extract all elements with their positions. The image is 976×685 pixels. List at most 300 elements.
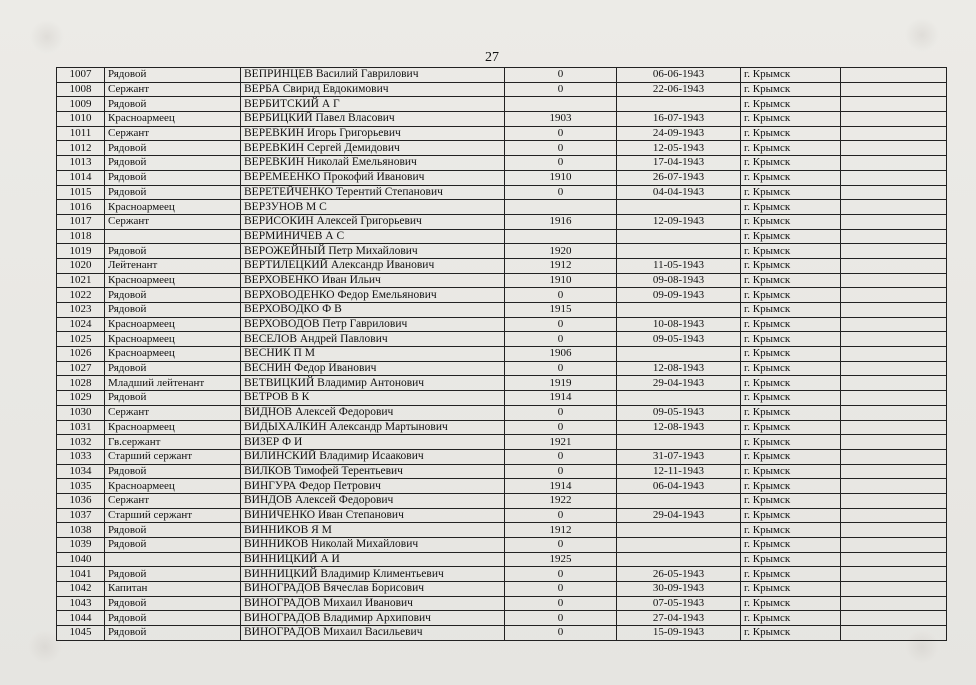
birth-year-cell: 0 (505, 82, 617, 97)
burial-place-cell: г. Крымск (741, 464, 841, 479)
rank-cell: Рядовой (105, 361, 241, 376)
full-name-cell: ВИННИКОВ Я М (241, 523, 505, 538)
rank-cell: Рядовой (105, 185, 241, 200)
death-date-cell: 12-08-1943 (617, 361, 741, 376)
rank-cell: Младший лейтенант (105, 376, 241, 391)
death-date-cell: 07-05-1943 (617, 596, 741, 611)
burial-place-cell: г. Крымск (741, 317, 841, 332)
table-row (57, 347, 947, 362)
table-row (57, 582, 947, 597)
faint-stamp-mark (905, 18, 939, 52)
rank-cell: Старший сержант (105, 449, 241, 464)
birth-year-cell: 1915 (505, 303, 617, 318)
full-name-cell: ВЕРОЖЕЙНЫЙ Петр Михайлович (241, 244, 505, 259)
table-row (57, 596, 947, 611)
table-row (57, 449, 947, 464)
death-date-cell: 17-04-1943 (617, 156, 741, 171)
rank-cell: Рядовой (105, 523, 241, 538)
death-date-cell (617, 347, 741, 362)
table-row (57, 156, 947, 171)
death-date-cell: 12-05-1943 (617, 141, 741, 156)
empty-notes-cell (841, 626, 947, 641)
empty-notes-cell (841, 508, 947, 523)
birth-year-cell (505, 97, 617, 112)
full-name-cell: ВЕТРОВ В К (241, 391, 505, 406)
empty-notes-cell (841, 361, 947, 376)
death-date-cell: 30-09-1943 (617, 582, 741, 597)
record-number-cell: 1023 (57, 303, 105, 318)
empty-notes-cell (841, 538, 947, 553)
death-date-cell: 24-09-1943 (617, 126, 741, 141)
full-name-cell: ВИНОГРАДОВ Владимир Архипович (241, 611, 505, 626)
birth-year-cell: 0 (505, 596, 617, 611)
full-name-cell: ВЕРБИЦКИЙ Павел Власович (241, 112, 505, 127)
table-row (57, 97, 947, 112)
table-row (57, 464, 947, 479)
birth-year-cell: 0 (505, 611, 617, 626)
record-number-cell: 1021 (57, 273, 105, 288)
birth-year-cell: 1925 (505, 552, 617, 567)
full-name-cell: ВИНОГРАДОВ Михаил Васильевич (241, 626, 505, 641)
death-date-cell: 09-09-1943 (617, 288, 741, 303)
record-number-cell: 1012 (57, 141, 105, 156)
rank-cell (105, 229, 241, 244)
record-number-cell: 1016 (57, 200, 105, 215)
death-date-cell (617, 303, 741, 318)
page-number: 27 (485, 50, 499, 65)
table-row (57, 391, 947, 406)
empty-notes-cell (841, 82, 947, 97)
rank-cell: Сержант (105, 405, 241, 420)
record-number-cell: 1010 (57, 112, 105, 127)
full-name-cell: ВЕПРИНЦЕВ Василий Гаврилович (241, 68, 505, 83)
burial-place-cell: г. Крымск (741, 361, 841, 376)
death-date-cell: 12-09-1943 (617, 214, 741, 229)
burial-place-cell: г. Крымск (741, 449, 841, 464)
birth-year-cell: 0 (505, 332, 617, 347)
rank-cell: Рядовой (105, 244, 241, 259)
birth-year-cell: 1922 (505, 493, 617, 508)
full-name-cell: ВИНГУРА Федор Петрович (241, 479, 505, 494)
full-name-cell: ВЕРХОВОДКО Ф В (241, 303, 505, 318)
birth-year-cell: 0 (505, 317, 617, 332)
burial-place-cell: г. Крымск (741, 376, 841, 391)
record-number-cell: 1025 (57, 332, 105, 347)
death-date-cell: 12-11-1943 (617, 464, 741, 479)
empty-notes-cell (841, 214, 947, 229)
empty-notes-cell (841, 170, 947, 185)
table-row (57, 68, 947, 83)
record-number-cell: 1035 (57, 479, 105, 494)
full-name-cell: ВИННИЦКИЙ Владимир Климентьевич (241, 567, 505, 582)
record-number-cell: 1040 (57, 552, 105, 567)
rank-cell: Рядовой (105, 288, 241, 303)
empty-notes-cell (841, 229, 947, 244)
full-name-cell: ВЕРХОВОДЕНКО Федор Емельянович (241, 288, 505, 303)
burial-place-cell: г. Крымск (741, 538, 841, 553)
table-row (57, 126, 947, 141)
records-table (56, 67, 947, 641)
table-row (57, 273, 947, 288)
record-number-cell: 1022 (57, 288, 105, 303)
record-number-cell: 1042 (57, 582, 105, 597)
burial-place-cell: г. Крымск (741, 170, 841, 185)
burial-place-cell: г. Крымск (741, 68, 841, 83)
table-row (57, 611, 947, 626)
full-name-cell: ВЕСНИН Федор Иванович (241, 361, 505, 376)
empty-notes-cell (841, 273, 947, 288)
burial-place-cell: г. Крымск (741, 229, 841, 244)
record-number-cell: 1014 (57, 170, 105, 185)
death-date-cell: 29-04-1943 (617, 376, 741, 391)
empty-notes-cell (841, 611, 947, 626)
burial-place-cell: г. Крымск (741, 611, 841, 626)
rank-cell: Старший сержант (105, 508, 241, 523)
birth-year-cell: 1912 (505, 523, 617, 538)
rank-cell: Лейтенант (105, 258, 241, 273)
death-date-cell: 16-07-1943 (617, 112, 741, 127)
rank-cell: Рядовой (105, 141, 241, 156)
burial-place-cell: г. Крымск (741, 567, 841, 582)
table-row (57, 112, 947, 127)
rank-cell: Рядовой (105, 464, 241, 479)
empty-notes-cell (841, 405, 947, 420)
table-row (57, 288, 947, 303)
empty-notes-cell (841, 552, 947, 567)
rank-cell: Красноармеец (105, 332, 241, 347)
full-name-cell: ВИННИЦКИЙ А И (241, 552, 505, 567)
burial-place-cell: г. Крымск (741, 523, 841, 538)
birth-year-cell: 1916 (505, 214, 617, 229)
record-number-cell: 1038 (57, 523, 105, 538)
burial-place-cell: г. Крымск (741, 288, 841, 303)
empty-notes-cell (841, 200, 947, 215)
table-row (57, 479, 947, 494)
rank-cell: Гв.сержант (105, 435, 241, 450)
empty-notes-cell (841, 112, 947, 127)
table-row (57, 552, 947, 567)
birth-year-cell: 0 (505, 582, 617, 597)
empty-notes-cell (841, 185, 947, 200)
death-date-cell (617, 493, 741, 508)
empty-notes-cell (841, 141, 947, 156)
table-row (57, 170, 947, 185)
table-row (57, 567, 947, 582)
death-date-cell: 29-04-1943 (617, 508, 741, 523)
table-row (57, 303, 947, 318)
birth-year-cell: 0 (505, 405, 617, 420)
rank-cell: Рядовой (105, 596, 241, 611)
empty-notes-cell (841, 258, 947, 273)
empty-notes-cell (841, 493, 947, 508)
birth-year-cell: 0 (505, 508, 617, 523)
death-date-cell: 06-06-1943 (617, 68, 741, 83)
record-number-cell: 1031 (57, 420, 105, 435)
burial-place-cell: г. Крымск (741, 596, 841, 611)
rank-cell: Рядовой (105, 170, 241, 185)
death-date-cell: 06-04-1943 (617, 479, 741, 494)
full-name-cell: ВЕРЕМЕЕНКО Прокофий Иванович (241, 170, 505, 185)
record-number-cell: 1044 (57, 611, 105, 626)
table-row (57, 317, 947, 332)
full-name-cell: ВЕСЕЛОВ Андрей Павлович (241, 332, 505, 347)
table-row (57, 493, 947, 508)
table-row (57, 361, 947, 376)
burial-place-cell: г. Крымск (741, 200, 841, 215)
record-number-cell: 1015 (57, 185, 105, 200)
death-date-cell: 10-08-1943 (617, 317, 741, 332)
table-row (57, 435, 947, 450)
burial-place-cell: г. Крымск (741, 405, 841, 420)
full-name-cell: ВИДНОВ Алексей Федорович (241, 405, 505, 420)
death-date-cell (617, 244, 741, 259)
burial-place-cell: г. Крымск (741, 582, 841, 597)
rank-cell: Капитан (105, 582, 241, 597)
empty-notes-cell (841, 288, 947, 303)
record-number-cell: 1034 (57, 464, 105, 479)
full-name-cell: ВИНОГРАДОВ Михаил Иванович (241, 596, 505, 611)
rank-cell: Рядовой (105, 97, 241, 112)
rank-cell: Сержант (105, 126, 241, 141)
death-date-cell (617, 523, 741, 538)
table-row (57, 376, 947, 391)
burial-place-cell: г. Крымск (741, 391, 841, 406)
burial-place-cell: г. Крымск (741, 97, 841, 112)
birth-year-cell (505, 200, 617, 215)
burial-place-cell: г. Крымск (741, 141, 841, 156)
table-row (57, 141, 947, 156)
burial-place-cell: г. Крымск (741, 493, 841, 508)
record-number-cell: 1013 (57, 156, 105, 171)
table-row (57, 82, 947, 97)
record-number-cell: 1017 (57, 214, 105, 229)
empty-notes-cell (841, 303, 947, 318)
rank-cell: Сержант (105, 214, 241, 229)
burial-place-cell: г. Крымск (741, 303, 841, 318)
empty-notes-cell (841, 97, 947, 112)
birth-year-cell: 0 (505, 288, 617, 303)
empty-notes-cell (841, 317, 947, 332)
rank-cell: Рядовой (105, 156, 241, 171)
empty-notes-cell (841, 420, 947, 435)
burial-place-cell: г. Крымск (741, 112, 841, 127)
empty-notes-cell (841, 391, 947, 406)
burial-place-cell: г. Крымск (741, 626, 841, 641)
record-number-cell: 1039 (57, 538, 105, 553)
table-row (57, 244, 947, 259)
birth-year-cell: 0 (505, 141, 617, 156)
table-row (57, 523, 947, 538)
full-name-cell: ВЕРЗУНОВ М С (241, 200, 505, 215)
full-name-cell: ВИНИЧЕНКО Иван Степанович (241, 508, 505, 523)
record-number-cell: 1029 (57, 391, 105, 406)
birth-year-cell: 0 (505, 449, 617, 464)
empty-notes-cell (841, 68, 947, 83)
table-row (57, 214, 947, 229)
rank-cell: Рядовой (105, 68, 241, 83)
birth-year-cell: 1921 (505, 435, 617, 450)
birth-year-cell: 0 (505, 538, 617, 553)
empty-notes-cell (841, 376, 947, 391)
death-date-cell: 26-07-1943 (617, 170, 741, 185)
rank-cell: Красноармеец (105, 112, 241, 127)
empty-notes-cell (841, 582, 947, 597)
record-number-cell: 1024 (57, 317, 105, 332)
full-name-cell: ВЕРЕВКИН Сергей Демидович (241, 141, 505, 156)
death-date-cell: 26-05-1943 (617, 567, 741, 582)
death-date-cell: 27-04-1943 (617, 611, 741, 626)
rank-cell: Рядовой (105, 538, 241, 553)
burial-place-cell: г. Крымск (741, 347, 841, 362)
burial-place-cell: г. Крымск (741, 185, 841, 200)
birth-year-cell: 0 (505, 464, 617, 479)
burial-place-cell: г. Крымск (741, 126, 841, 141)
record-number-cell: 1018 (57, 229, 105, 244)
table-row (57, 229, 947, 244)
record-number-cell: 1007 (57, 68, 105, 83)
rank-cell: Красноармеец (105, 347, 241, 362)
death-date-cell: 12-08-1943 (617, 420, 741, 435)
rank-cell: Рядовой (105, 303, 241, 318)
death-date-cell: 09-05-1943 (617, 405, 741, 420)
birth-year-cell: 0 (505, 626, 617, 641)
full-name-cell: ВИЗЕР Ф И (241, 435, 505, 450)
record-number-cell: 1026 (57, 347, 105, 362)
birth-year-cell: 0 (505, 156, 617, 171)
death-date-cell: 11-05-1943 (617, 258, 741, 273)
full-name-cell: ВЕРЕВКИН Игорь Григорьевич (241, 126, 505, 141)
empty-notes-cell (841, 435, 947, 450)
table-row (57, 626, 947, 641)
table-row (57, 200, 947, 215)
empty-notes-cell (841, 449, 947, 464)
record-number-cell: 1030 (57, 405, 105, 420)
table-row (57, 185, 947, 200)
full-name-cell: ВЕРЕВКИН Николай Емельянович (241, 156, 505, 171)
table-row (57, 332, 947, 347)
empty-notes-cell (841, 332, 947, 347)
table-row (57, 508, 947, 523)
full-name-cell: ВИННИКОВ Николай Михайлович (241, 538, 505, 553)
death-date-cell (617, 97, 741, 112)
rank-cell: Красноармеец (105, 200, 241, 215)
record-number-cell: 1036 (57, 493, 105, 508)
empty-notes-cell (841, 567, 947, 582)
record-number-cell: 1037 (57, 508, 105, 523)
record-number-cell: 1043 (57, 596, 105, 611)
full-name-cell: ВЕРХОВОДОВ Петр Гаврилович (241, 317, 505, 332)
death-date-cell: 04-04-1943 (617, 185, 741, 200)
burial-place-cell: г. Крымск (741, 332, 841, 347)
full-name-cell: ВЕРИСОКИН Алексей Григорьевич (241, 214, 505, 229)
death-date-cell (617, 435, 741, 450)
burial-place-cell: г. Крымск (741, 273, 841, 288)
empty-notes-cell (841, 596, 947, 611)
death-date-cell: 31-07-1943 (617, 449, 741, 464)
burial-place-cell: г. Крымск (741, 214, 841, 229)
death-date-cell (617, 552, 741, 567)
empty-notes-cell (841, 156, 947, 171)
full-name-cell: ВЕРМИНИЧЕВ А С (241, 229, 505, 244)
birth-year-cell (505, 229, 617, 244)
burial-place-cell: г. Крымск (741, 508, 841, 523)
empty-notes-cell (841, 479, 947, 494)
record-number-cell: 1020 (57, 258, 105, 273)
full-name-cell: ВИЛКОВ Тимофей Терентьевич (241, 464, 505, 479)
full-name-cell: ВЕРБИТСКИЙ А Г (241, 97, 505, 112)
full-name-cell: ВЕСНИК П М (241, 347, 505, 362)
birth-year-cell: 1912 (505, 258, 617, 273)
birth-year-cell: 1910 (505, 273, 617, 288)
record-number-cell: 1028 (57, 376, 105, 391)
full-name-cell: ВЕРТИЛЕЦКИЙ Александр Иванович (241, 258, 505, 273)
birth-year-cell: 0 (505, 68, 617, 83)
record-number-cell: 1011 (57, 126, 105, 141)
table-row (57, 405, 947, 420)
birth-year-cell: 1919 (505, 376, 617, 391)
empty-notes-cell (841, 244, 947, 259)
full-name-cell: ВИНОГРАДОВ Вячеслав Борисович (241, 582, 505, 597)
rank-cell: Красноармеец (105, 420, 241, 435)
burial-place-cell: г. Крымск (741, 258, 841, 273)
rank-cell: Сержант (105, 82, 241, 97)
death-date-cell (617, 391, 741, 406)
record-number-cell: 1033 (57, 449, 105, 464)
record-number-cell: 1027 (57, 361, 105, 376)
record-number-cell: 1041 (57, 567, 105, 582)
death-date-cell: 15-09-1943 (617, 626, 741, 641)
rank-cell: Рядовой (105, 611, 241, 626)
birth-year-cell: 0 (505, 126, 617, 141)
empty-notes-cell (841, 523, 947, 538)
burial-place-cell: г. Крымск (741, 82, 841, 97)
records-table-body (57, 68, 947, 641)
full-name-cell: ВЕРХОВЕНКО Иван Ильич (241, 273, 505, 288)
birth-year-cell: 1914 (505, 479, 617, 494)
death-date-cell (617, 200, 741, 215)
rank-cell: Красноармеец (105, 317, 241, 332)
death-date-cell (617, 538, 741, 553)
death-date-cell: 22-06-1943 (617, 82, 741, 97)
birth-year-cell: 0 (505, 567, 617, 582)
burial-place-cell: г. Крымск (741, 156, 841, 171)
empty-notes-cell (841, 464, 947, 479)
record-number-cell: 1032 (57, 435, 105, 450)
table-row (57, 258, 947, 273)
rank-cell: Красноармеец (105, 273, 241, 288)
record-number-cell: 1009 (57, 97, 105, 112)
birth-year-cell: 0 (505, 420, 617, 435)
burial-place-cell: г. Крымск (741, 435, 841, 450)
faint-stamp-mark (30, 20, 64, 54)
birth-year-cell: 1914 (505, 391, 617, 406)
record-number-cell: 1019 (57, 244, 105, 259)
burial-place-cell: г. Крымск (741, 244, 841, 259)
table-row (57, 538, 947, 553)
rank-cell (105, 552, 241, 567)
burial-place-cell: г. Крымск (741, 420, 841, 435)
full-name-cell: ВИНДОВ Алексей Федорович (241, 493, 505, 508)
rank-cell: Рядовой (105, 567, 241, 582)
full-name-cell: ВЕТВИЦКИЙ Владимир Антонович (241, 376, 505, 391)
death-date-cell (617, 229, 741, 244)
full-name-cell: ВИДЫХАЛКИН Александр Мартынович (241, 420, 505, 435)
full-name-cell: ВИЛИНСКИЙ Владимир Исаакович (241, 449, 505, 464)
record-number-cell: 1045 (57, 626, 105, 641)
birth-year-cell: 1906 (505, 347, 617, 362)
rank-cell: Рядовой (105, 391, 241, 406)
birth-year-cell: 1910 (505, 170, 617, 185)
